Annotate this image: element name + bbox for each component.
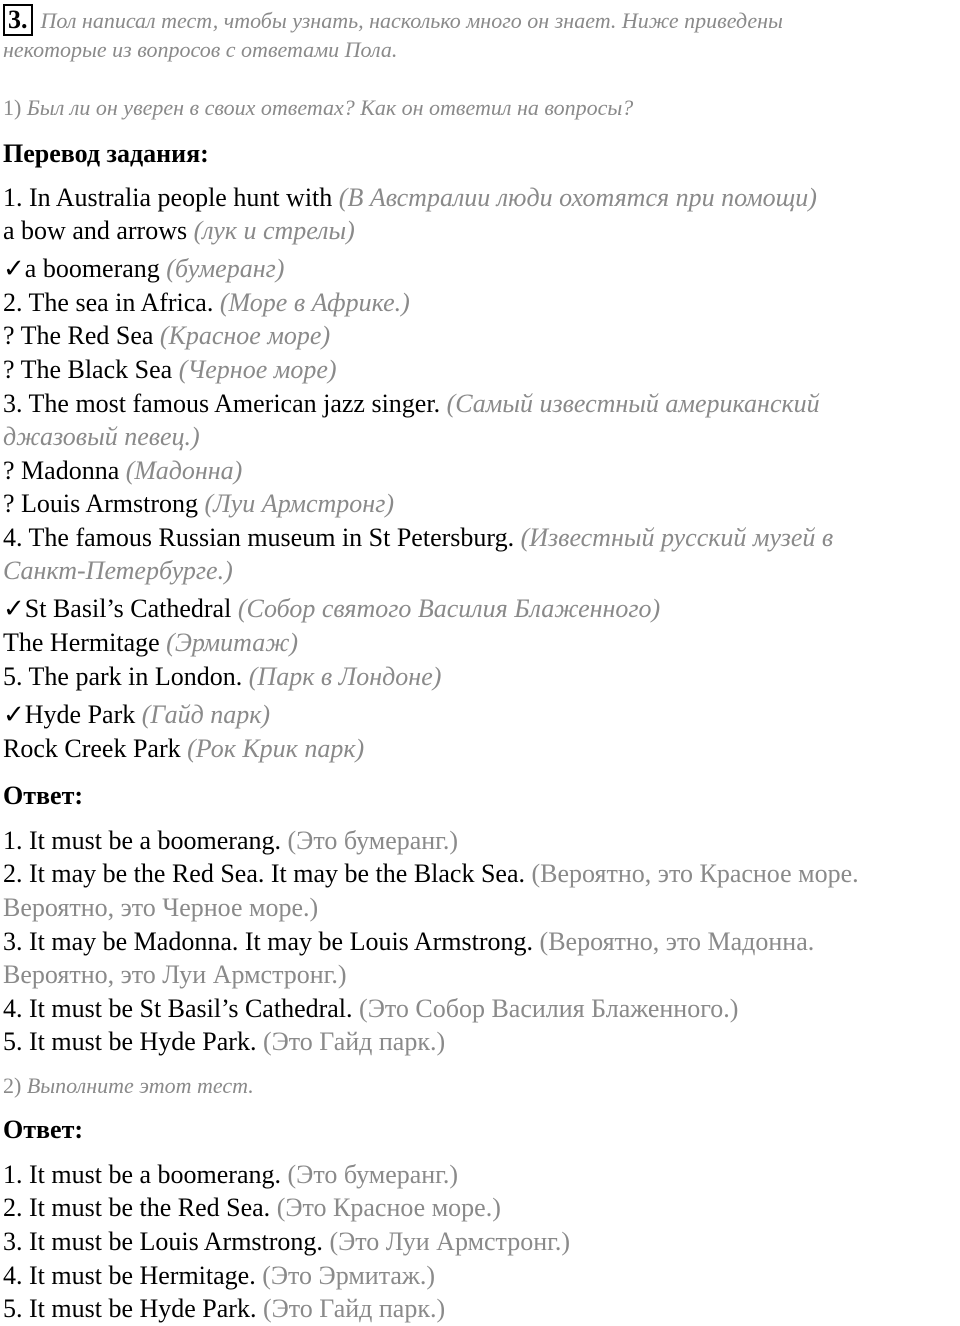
part1-number: 1) — [3, 95, 22, 120]
part1-question — [3, 94, 633, 122]
translation-line — [3, 593, 660, 625]
answer1-russian-text: (Вероятно, это Мадонна. — [539, 927, 815, 956]
answer2-russian-text: (Это Красное море.) — [276, 1193, 501, 1222]
answer2-russian-text: (Это бумеранг.) — [287, 1160, 459, 1189]
answer2-english-text: 5. It must be Hyde Park. — [3, 1294, 263, 1323]
translation-russian-text: (Рок Крик парк) — [187, 734, 365, 763]
answer1-line — [3, 858, 859, 890]
translation-russian-text: (Гайд парк) — [141, 700, 271, 729]
translation-russian-text: (Море в Африке.) — [219, 288, 410, 317]
translation-line — [3, 388, 820, 420]
translation-russian-text: (бумеранг) — [166, 254, 285, 283]
translation-heading: Перевод задания: — [3, 139, 209, 168]
translation-english-text: The Hermitage — [3, 628, 167, 657]
answer1-russian-text: (Это Гайд парк.) — [262, 1027, 446, 1056]
translation-russian-text: (Черное море) — [178, 355, 337, 384]
translation-english-text: ✓St Basil’s Cathedral — [3, 594, 238, 623]
answer1-english-text: 2. It may be the Red Sea. It may be the Black Sea. — [3, 859, 532, 888]
translation-english-text: Rock Creek Park — [3, 734, 188, 763]
translation-english-text: a bow and arrows — [3, 216, 194, 245]
translation-russian-text: (Парк в Лондоне) — [248, 662, 442, 691]
translation-russian-text: джазовый певец.) — [3, 422, 200, 451]
translation-line — [3, 627, 298, 659]
part2-number: 2) — [3, 1073, 22, 1098]
translation-english-text: ✓Hyde Park — [3, 700, 142, 729]
answer2-english-text: 2. It must be the Red Sea. — [3, 1193, 277, 1222]
translation-line — [3, 182, 817, 214]
translation-line — [3, 661, 441, 693]
translation-russian-text: (лук и стрелы) — [193, 216, 355, 245]
translation-english-text: ? Louis Armstrong — [3, 489, 205, 518]
translation-line — [3, 320, 330, 352]
answer1-russian-text: Вероятно, это Черное море.) — [3, 893, 319, 922]
answer2-russian-text: (Это Эрмитаж.) — [262, 1261, 436, 1290]
translation-line — [3, 421, 200, 453]
answer1-line — [3, 993, 738, 1025]
translation-russian-text: Санкт-Петербурге.) — [3, 556, 233, 585]
answer1-russian-text: (Это Собор Василия Блаженного.) — [359, 994, 739, 1023]
translation-english-text: ? The Black Sea — [3, 355, 179, 384]
translation-english-text: 2. The sea in Africa. — [3, 288, 220, 317]
translation-line — [3, 699, 270, 731]
translation-line — [3, 354, 337, 386]
answer2-russian-text: (Это Луи Армстронг.) — [329, 1227, 571, 1256]
translation-english-text: ? The Red Sea — [3, 321, 160, 350]
part2-question — [3, 1072, 254, 1100]
task-number: 3. — [3, 4, 33, 36]
answer1-heading: Ответ: — [3, 781, 84, 810]
answer1-english-text: 3. It may be Madonna. It may be Louis Armstrong. — [3, 927, 540, 956]
answer2-line — [3, 1293, 445, 1325]
translation-russian-text: (Мадонна) — [125, 456, 243, 485]
part2-text: Выполните этот тест. — [26, 1073, 254, 1098]
translation-line — [3, 555, 233, 587]
answer2-line — [3, 1226, 570, 1258]
task-intro-line2: некоторые из вопросов с ответами Пола. — [3, 37, 398, 62]
answer1-line — [3, 926, 814, 958]
answer1-english-text: 5. It must be Hyde Park. — [3, 1027, 263, 1056]
translation-russian-text: (Самый известный американский — [446, 389, 820, 418]
answer2-heading: Ответ: — [3, 1115, 84, 1144]
translation-line — [3, 455, 242, 487]
translation-line — [3, 253, 284, 285]
translation-russian-text: (Красное море) — [159, 321, 331, 350]
answer1-russian-text: (Это бумеранг.) — [287, 826, 459, 855]
translation-line — [3, 287, 410, 319]
answer2-english-text: 3. It must be Louis Armstrong. — [3, 1227, 330, 1256]
answer1-line — [3, 959, 347, 991]
translation-russian-text: (Известный русский музей в — [520, 523, 834, 552]
answer1-russian-text: Вероятно, это Луи Армстронг.) — [3, 960, 347, 989]
answer2-english-text: 4. It must be Hermitage. — [3, 1261, 263, 1290]
answer1-line — [3, 892, 318, 924]
answer2-russian-text: (Это Гайд парк.) — [262, 1294, 446, 1323]
translation-russian-text: (Эрмитаж) — [166, 628, 299, 657]
answer1-english-text: 4. It must be St Basil’s Cathedral. — [3, 994, 360, 1023]
translation-english-text: 5. The park in London. — [3, 662, 249, 691]
translation-russian-text: (В Австралии люди охотятся при помощи) — [338, 183, 817, 212]
translation-russian-text: (Собор святого Василия Блаженного) — [237, 594, 661, 623]
task-header-line1 — [3, 4, 783, 36]
translation-english-text: 1. In Australia people hunt with — [3, 183, 339, 212]
translation-russian-text: (Луи Армстронг) — [204, 489, 395, 518]
part1-text: Был ли он уверен в своих ответах? Как он ответил на вопросы? — [26, 95, 634, 120]
translation-english-text: 3. The most famous American jazz singer. — [3, 389, 447, 418]
answer2-line — [3, 1159, 458, 1191]
translation-line — [3, 488, 394, 520]
translation-english-text: ✓a boomerang — [3, 254, 167, 283]
answer2-line — [3, 1260, 435, 1292]
answer2-line — [3, 1192, 501, 1224]
answer1-line — [3, 1026, 445, 1058]
answer2-english-text: 1. It must be a boomerang. — [3, 1160, 288, 1189]
answer1-russian-text: (Вероятно, это Красное море. — [531, 859, 859, 888]
translation-line — [3, 733, 364, 765]
answer1-english-text: 1. It must be a boomerang. — [3, 826, 288, 855]
task-intro-line1: Пол написал тест, чтобы узнать, насколько много он знает. Ниже приведены — [40, 8, 783, 33]
translation-line — [3, 215, 355, 247]
translation-line — [3, 522, 833, 554]
translation-english-text: ? Madonna — [3, 456, 126, 485]
translation-english-text: 4. The famous Russian museum in St Petersburg. — [3, 523, 521, 552]
answer1-line — [3, 825, 458, 857]
